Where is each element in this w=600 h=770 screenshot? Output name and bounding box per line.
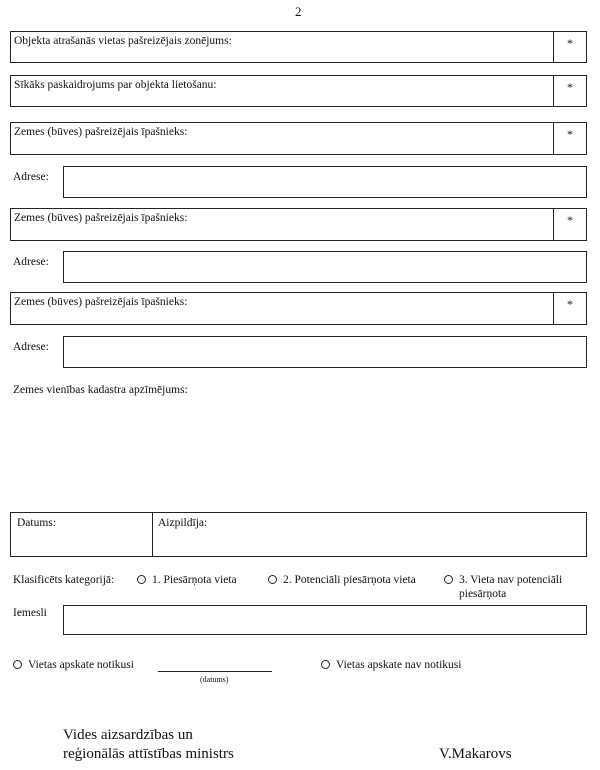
reasons-input[interactable] [63,605,587,635]
signature-name: V.Makarovs [439,746,512,762]
zoning-field[interactable] [10,31,587,63]
classification-label: Klasificēts kategorijā: [13,574,115,586]
radio-icon [321,660,330,669]
date-label: Datums: [17,517,56,529]
address-input-3[interactable] [63,336,587,368]
radio-icon [268,575,277,584]
category-option-1-label: 1. Piesārņota vieta [152,574,237,586]
radio-icon [137,575,146,584]
category-option-1[interactable] [137,574,237,586]
inspection-not-done-option[interactable] [321,659,461,671]
signature-title-line1: Vides aizsardzības un [63,727,193,743]
radio-icon [13,660,22,669]
owner-field-3[interactable] [10,292,587,325]
category-option-3-label-cont: piesārņota [459,588,507,600]
category-option-2[interactable] [268,574,416,586]
required-marker: * [553,123,586,154]
owner-label-3: Zemes (būves) pašreizējais īpašnieks: [14,296,188,308]
inspection-date-line[interactable] [158,671,272,672]
address-label-2: Adrese: [13,256,49,268]
category-option-3-label: 3. Vieta nav potenciāli [459,574,563,586]
date-input[interactable] [11,525,151,556]
radio-icon [444,575,453,584]
category-option-3[interactable] [444,574,562,586]
filler-label: Aizpildīja: [158,517,208,529]
filler-input[interactable] [152,525,586,556]
inspection-not-done-label: Vietas apskate nav notikusi [336,659,462,671]
usage-explanation-field[interactable] [10,75,587,107]
address-input-2[interactable] [63,251,587,283]
reasons-label: Iemesli [13,607,47,619]
required-marker: * [553,293,586,324]
required-marker: * [553,209,586,240]
address-input-1[interactable] [63,166,587,198]
zoning-label: Objekta atrašanās vietas pašreizējais zonējums: [14,35,232,47]
usage-explanation-label: Sīkāks paskaidrojums par objekta lietošanu: [14,79,217,91]
inspection-date-hint: (datums) [200,675,229,684]
inspection-done-label: Vietas apskate notikusi [28,659,134,671]
owner-field-2[interactable] [10,208,587,241]
owner-field-1[interactable] [10,122,587,155]
required-marker: * [553,76,586,106]
address-label-1: Adrese: [13,171,49,183]
owner-label-1: Zemes (būves) pašreizējais īpašnieks: [14,126,188,138]
page-number: 2 [295,4,302,19]
cadastre-label: Zemes vienības kadastra apzīmējums: [13,384,188,396]
inspection-done-option[interactable] [13,659,134,671]
category-option-2-label: 2. Potenciāli piesārņota vieta [283,574,416,586]
address-label-3: Adrese: [13,341,49,353]
required-marker: * [553,32,586,62]
signature-title-line2: reģionālās attīstības ministrs [63,746,234,762]
owner-label-2: Zemes (būves) pašreizējais īpašnieks: [14,212,188,224]
